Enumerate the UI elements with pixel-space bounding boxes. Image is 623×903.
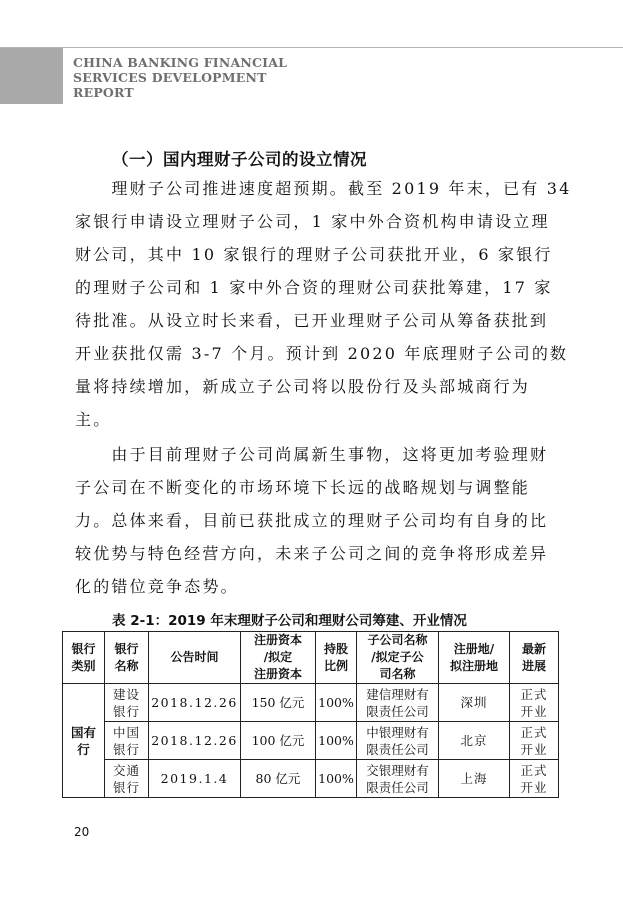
table-row	[63, 722, 559, 760]
subsidiaries-table	[62, 631, 559, 798]
share-cell: 100%	[316, 722, 357, 760]
capital-cell: 150 亿元	[241, 684, 316, 722]
header-announce-date: 公告时间	[149, 632, 241, 684]
header-share-ratio: 持股 比例	[316, 632, 357, 684]
capital-cell: 80 亿元	[241, 760, 316, 798]
header-bank-name: 银行 名称	[105, 632, 149, 684]
header-subsidiary-name: 子公司名称 /拟定子公 司名称	[357, 632, 439, 684]
bank-name-cell: 建设 银行	[105, 684, 149, 722]
text-line: 的理财子公司和 1 家中外合资的理财公司获批筹建，17 家	[75, 278, 553, 297]
paragraph-1	[75, 172, 572, 436]
section-title: （一）国内理财子公司的设立情况	[112, 150, 367, 169]
table-caption: 表 2-1：2019 年末理财子公司和理财公司筹建、开业情况	[112, 613, 467, 629]
header-status: 最新 进展	[510, 632, 559, 684]
text-line: 力。总体来看，目前已获批成立的理财子公司均有自身的比	[75, 511, 549, 530]
text-line: 化的错位竞争态势。	[75, 577, 239, 596]
paragraph-2	[75, 438, 553, 603]
text-line: 由于目前理财子公司尚属新生事物，这将更加考验理财	[75, 445, 549, 464]
bank-name-cell: 交通 银行	[105, 760, 149, 798]
share-cell: 100%	[316, 760, 357, 798]
subsidiary-cell: 建信理财有 限责任公司	[357, 684, 439, 722]
subsidiary-cell: 中银理财有 限责任公司	[357, 722, 439, 760]
share-cell: 100%	[316, 684, 357, 722]
date-cell: 2018.12.26	[149, 684, 241, 722]
location-cell: 北京	[439, 722, 510, 760]
header-registered-capital: 注册资本 /拟定 注册资本	[241, 632, 316, 684]
text-line: 理财子公司推进速度超预期。截至 2019 年末，已有 34	[75, 179, 572, 198]
text-line: 量将持续增加，新成立子公司将以股份行及头部城商行为	[75, 377, 531, 396]
table-header-row	[63, 632, 559, 684]
running-head	[73, 55, 287, 100]
running-head-line: REPORT	[73, 85, 134, 100]
category-cell: 国有 行	[63, 684, 105, 798]
running-head-line: CHINA BANKING FINANCIAL	[73, 55, 288, 70]
date-cell: 2018.12.26	[149, 722, 241, 760]
header-bank-category: 银行 类别	[63, 632, 105, 684]
bank-name-cell: 中国 银行	[105, 722, 149, 760]
location-cell: 深圳	[439, 684, 510, 722]
status-cell: 正式 开业	[510, 722, 559, 760]
header-rule	[0, 47, 623, 48]
text-line: 家银行申请设立理财子公司，1 家中外合资机构申请设立理	[75, 212, 550, 231]
running-head-line: SERVICES DEVELOPMENT	[73, 70, 267, 85]
status-cell: 正式 开业	[510, 760, 559, 798]
text-line: 子公司在不断变化的市场环境下长远的战略规划与调整能	[75, 478, 531, 497]
subsidiary-cell: 交银理财有 限责任公司	[357, 760, 439, 798]
status-cell: 正式 开业	[510, 684, 559, 722]
text-line: 主。	[75, 410, 112, 429]
header-gray-block	[0, 47, 63, 104]
location-cell: 上海	[439, 760, 510, 798]
header-location: 注册地/ 拟注册地	[439, 632, 510, 684]
text-line: 财公司，其中 10 家银行的理财子公司获批开业，6 家银行	[75, 245, 553, 264]
text-line: 较优势与特色经营方向，未来子公司之间的竞争将形成差异	[75, 544, 549, 563]
table-row	[63, 760, 559, 798]
table-row	[63, 684, 559, 722]
page-number: 20	[74, 825, 90, 839]
text-line: 待批准。从设立时长来看，已开业理财子公司从筹备获批到	[75, 311, 549, 330]
date-cell: 2019.1.4	[149, 760, 241, 798]
capital-cell: 100 亿元	[241, 722, 316, 760]
text-line: 开业获批仅需 3-7 个月。预计到 2020 年底理财子公司的数	[75, 344, 569, 363]
